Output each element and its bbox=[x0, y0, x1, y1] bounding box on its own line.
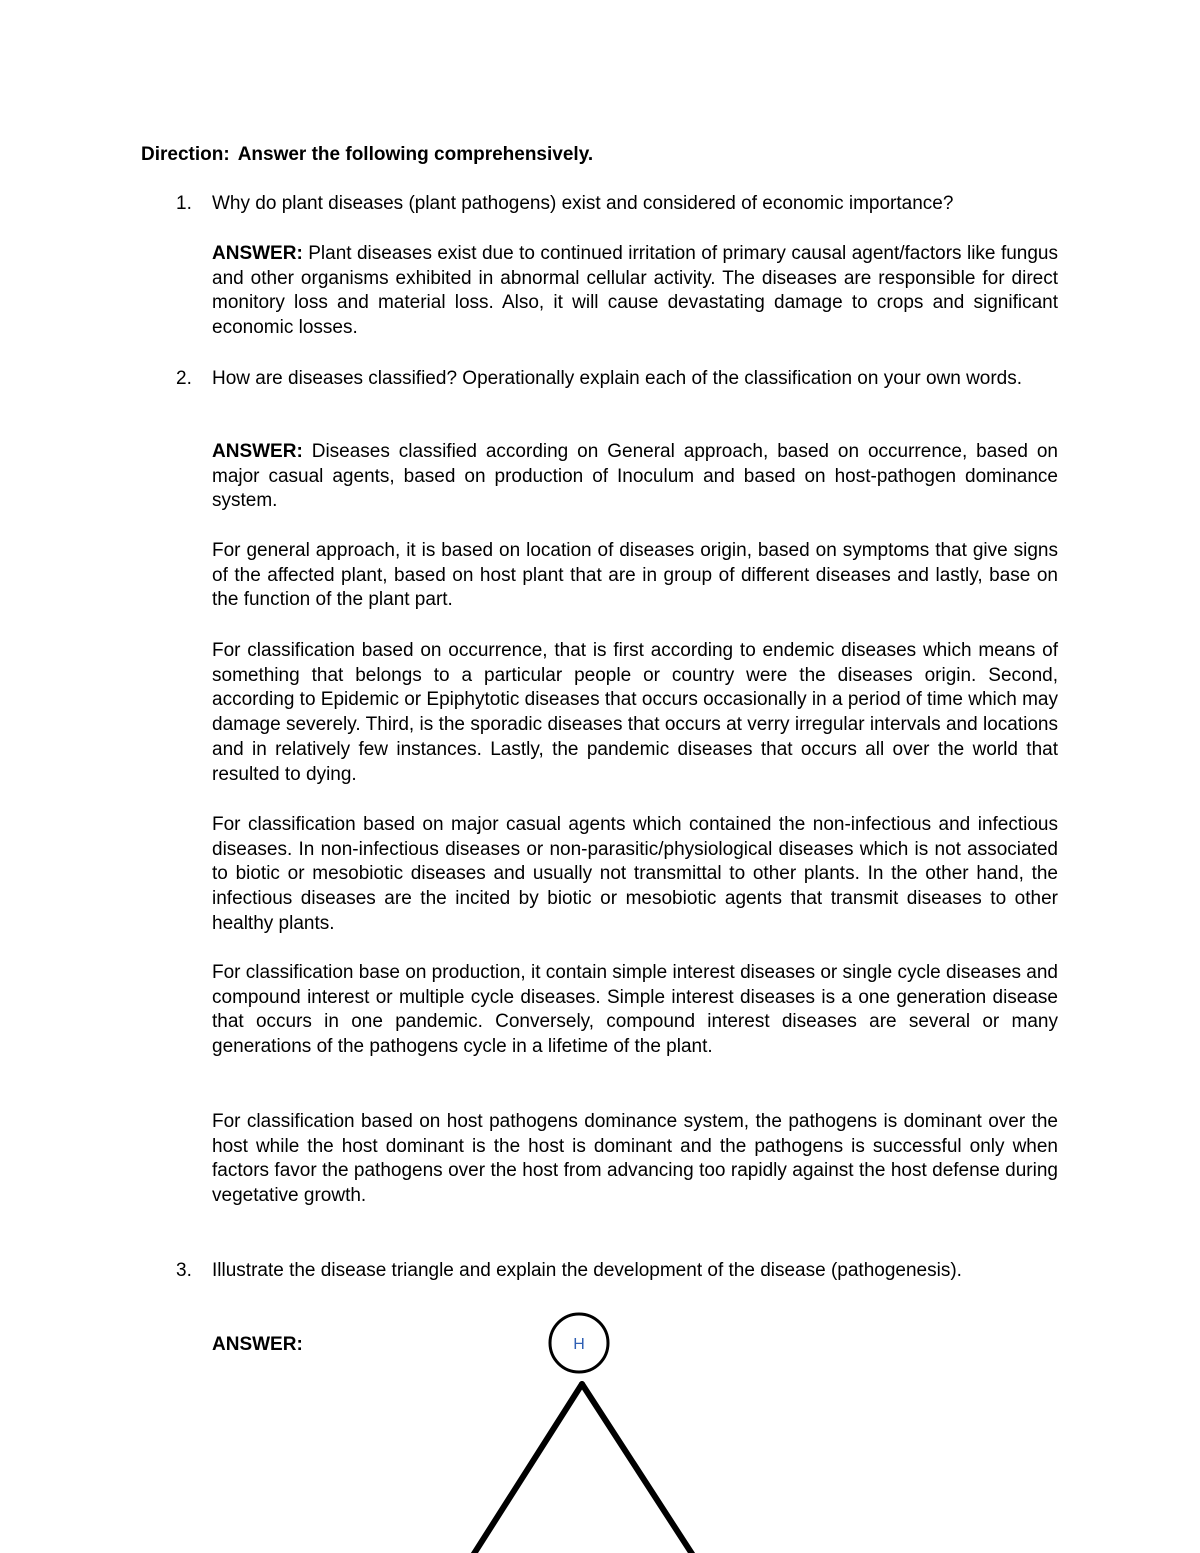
question-1-answer bbox=[212, 242, 1058, 341]
host-node-label: H bbox=[573, 1336, 585, 1353]
question-3-text: Illustrate the disease triangle and explain the development of the disease (pathogenesis). bbox=[212, 1260, 962, 1281]
disease-triangle-diagram bbox=[440, 1300, 740, 1553]
answer-paragraph-occurrence: For classification based on occurrence, that is first according to endemic diseases which means of something that belongs to a particular people or country were the diseases origin. Second, according to Epidemic or Epiphytotic diseases that occurs occasionally in a period of time which may damage severely. Third, is the sporadic diseases that occurs at verry irregular intervals and locations and in relatively few instances. Lastly, the pandemic diseases that occurs all over the world that resulted to dying. bbox=[212, 640, 1058, 785]
answer-text: Plant diseases exist due to continued irritation of primary causal agent/factors like fungus and other organisms exhibited in abnormal cellular activity. The diseases are responsible for direct monitory loss and material loss. Also, it will cause devastating damage to crops and significant economic losses. bbox=[212, 243, 1058, 339]
question-2-answer bbox=[212, 440, 1058, 514]
question-1-number: 1. bbox=[176, 193, 192, 214]
question-2-number: 2. bbox=[176, 368, 192, 389]
triangle-left-edge bbox=[470, 1384, 582, 1553]
answer-paragraph-causal-agents: For classification based on major casual agents which contained the non-infectious and infectious diseases. In non-infectious diseases or non-parasitic/physiological diseases which is not associated to biotic or mesobiotic diseases and usually not transmittal to other plants. In the other hand, the infectious diseases are the incited by biotic or mesobiotic agents that transmit diseases to other healthy plants. bbox=[212, 814, 1058, 934]
answer-label: ANSWER: bbox=[212, 243, 303, 264]
answer-text: Diseases classified according on General approach, based on occurrence, based on major casual agents, based on production of Inoculum and based on host-pathogen dominance system. bbox=[212, 441, 1059, 512]
direction-label: Direction: bbox=[141, 144, 230, 165]
answer-label: ANSWER: bbox=[212, 441, 303, 462]
question-2-text: How are diseases classified? Operationally explain each of the classification on your own words. bbox=[212, 368, 1023, 389]
question-1-text: Why do plant diseases (plant pathogens) exist and considered of economic importance? bbox=[212, 193, 954, 214]
answer-paragraph-production: For classification base on production, it contain simple interest diseases or single cycle diseases and compound interest or multiple cycle diseases. Simple interest diseases is a one generation disease that occurs in one pandemic. Conversely, compound interest diseases are several or many generations of the pathogens cycle in a lifetime of the plant. bbox=[212, 962, 1058, 1058]
question-3-number: 3. bbox=[176, 1260, 192, 1281]
question-3-answer-label: ANSWER: bbox=[212, 1334, 303, 1355]
direction-text: Answer the following comprehensively. bbox=[237, 144, 594, 165]
triangle-right-edge bbox=[582, 1384, 696, 1553]
answer-paragraph-general-approach: For general approach, it is based on location of diseases origin, based on symptoms that give signs of the affected plant, based on host plant that are in group of different diseases and lastly, base on the function of the plant part. bbox=[212, 540, 1058, 611]
direction-heading bbox=[141, 143, 593, 167]
answer-paragraph-dominance: For classification based on host pathogens dominance system, the pathogens is dominant over the host while the host dominant is the host is dominant and the pathogens is successful only when factors favor the pathogens over the host from advancing too rapidly against the host defense during vegetative growth. bbox=[212, 1111, 1058, 1207]
